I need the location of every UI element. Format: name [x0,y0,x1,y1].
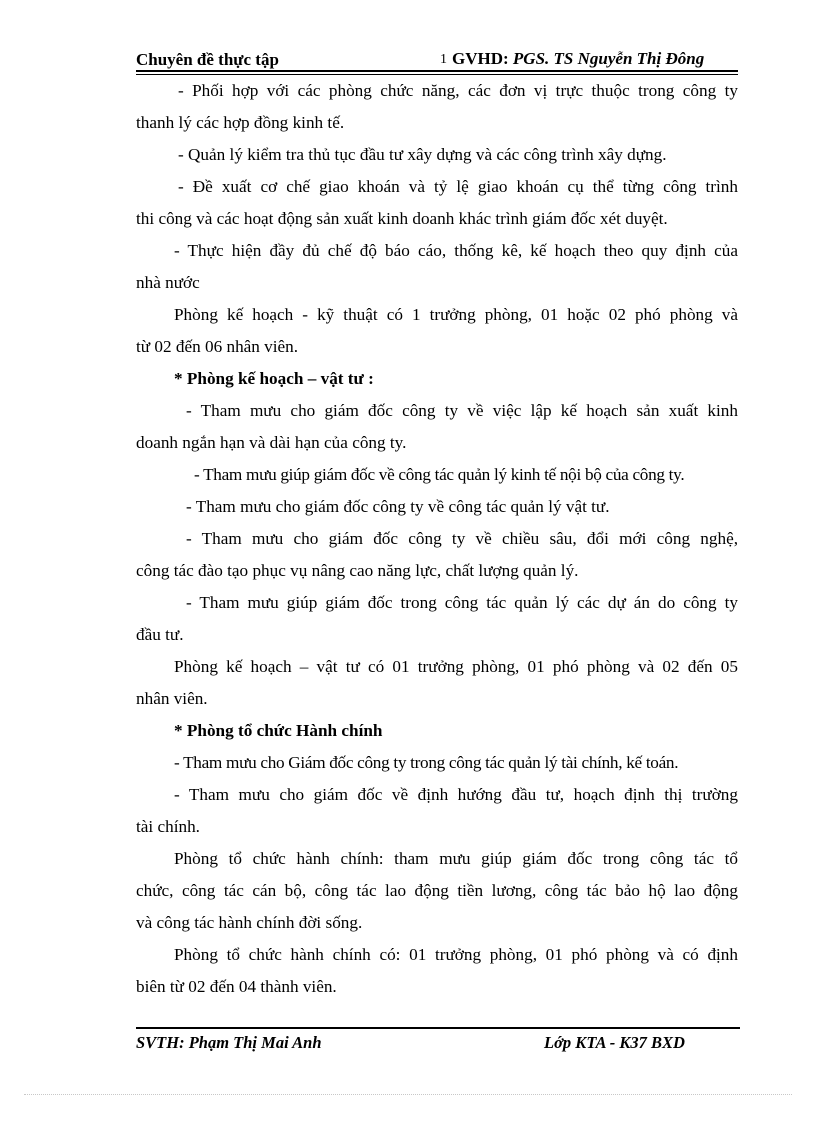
text-line: - Thực hiện đầy đủ chế độ báo cáo, thống kê, kế hoạch theo quy định của [174,241,738,260]
text-line: - Tham mưu cho giám đốc về định hướng đầu tư, hoạch định thị trường [174,785,738,804]
body-text [136,75,738,1003]
class-name: Lớp KTA - K37 BXD [544,1033,685,1052]
text-line: Phòng kế hoạch - kỹ thuật có 1 trưởng phòng, 01 hoặc 02 phó phòng và [174,305,738,324]
text-line: - Phối hợp với các phòng chức năng, các đơn vị trực thuộc trong công ty [178,81,738,100]
supervisor [452,49,704,69]
text-line: nhân viên. [136,689,208,708]
text-line: - Tham mưu giúp giám đốc trong công tác quản lý các dự án do công ty [186,593,738,612]
text-line: và công tác hành chính đời sống. [136,913,363,932]
supervisor-label: GVHD: [452,49,513,68]
text-line: công tác đào tạo phục vụ nâng cao năng lực, chất lượng quản lý. [136,561,579,580]
page-number: 1 [440,52,447,67]
document-title: Chuyên đề thực tập [136,50,279,69]
footer-rule [136,1027,740,1029]
text-line: thi công và các hoạt động sản xuất kinh doanh khác trình giám đốc xét duyệt. [136,209,668,228]
text-line: nhà nước [136,273,200,292]
page-header [136,48,738,70]
text-line: từ 02 đến 06 nhân viên. [136,337,299,356]
page-boundary [24,1094,792,1095]
section-heading: * Phòng tổ chức Hành chính [174,721,383,740]
text-line: thanh lý các hợp đồng kinh tế. [136,113,345,132]
text-line: - Tham mưu cho giám đốc công ty về công tác quản lý vật tư. [186,497,610,516]
text-line: Phòng tổ chức hành chính có: 01 trưởng phòng, 01 phó phòng và có định [174,945,738,964]
text-line: - Quản lý kiểm tra thủ tục đầu tư xây dựng và các công trình xây dựng. [178,145,667,164]
text-line: đầu tư. [136,625,184,644]
text-line: tài chính. [136,817,200,836]
supervisor-name: PGS. TS Nguyễn Thị Đông [512,49,705,68]
text-line: doanh ngắn hạn và dài hạn của công ty. [136,433,407,452]
page-footer [136,1033,740,1055]
text-line: chức, công tác cán bộ, công tác lao động tiền lương, công tác bảo hộ lao động [136,881,738,900]
text-line: Phòng kế hoạch – vật tư có 01 trưởng phòng, 01 phó phòng và 02 đến 05 [174,657,738,676]
text-line: - Đề xuất cơ chế giao khoán và tỷ lệ giao khoán cụ thể từng công trình [178,177,738,196]
text-line: - Tham mưu cho giám đốc công ty về chiều sâu, đổi mới công nghệ, [186,529,738,548]
header-rule [136,70,738,72]
section-heading: * Phòng kế hoạch – vật tư : [174,369,374,388]
student-name: SVTH: Phạm Thị Mai Anh [136,1033,322,1052]
text-line: - Tham mưu giúp giám đốc về công tác quản lý kinh tế nội bộ của công ty. [194,465,685,484]
text-line: biên từ 02 đến 04 thành viên. [136,977,337,996]
text-line: Phòng tổ chức hành chính: tham mưu giúp giám đốc trong công tác tổ [174,849,738,868]
text-line: - Tham mưu cho Giám đốc công ty trong công tác quản lý tài chính, kế toán. [174,753,679,772]
text-line: - Tham mưu cho giám đốc công ty về việc lập kế hoạch sản xuất kinh [186,401,738,420]
